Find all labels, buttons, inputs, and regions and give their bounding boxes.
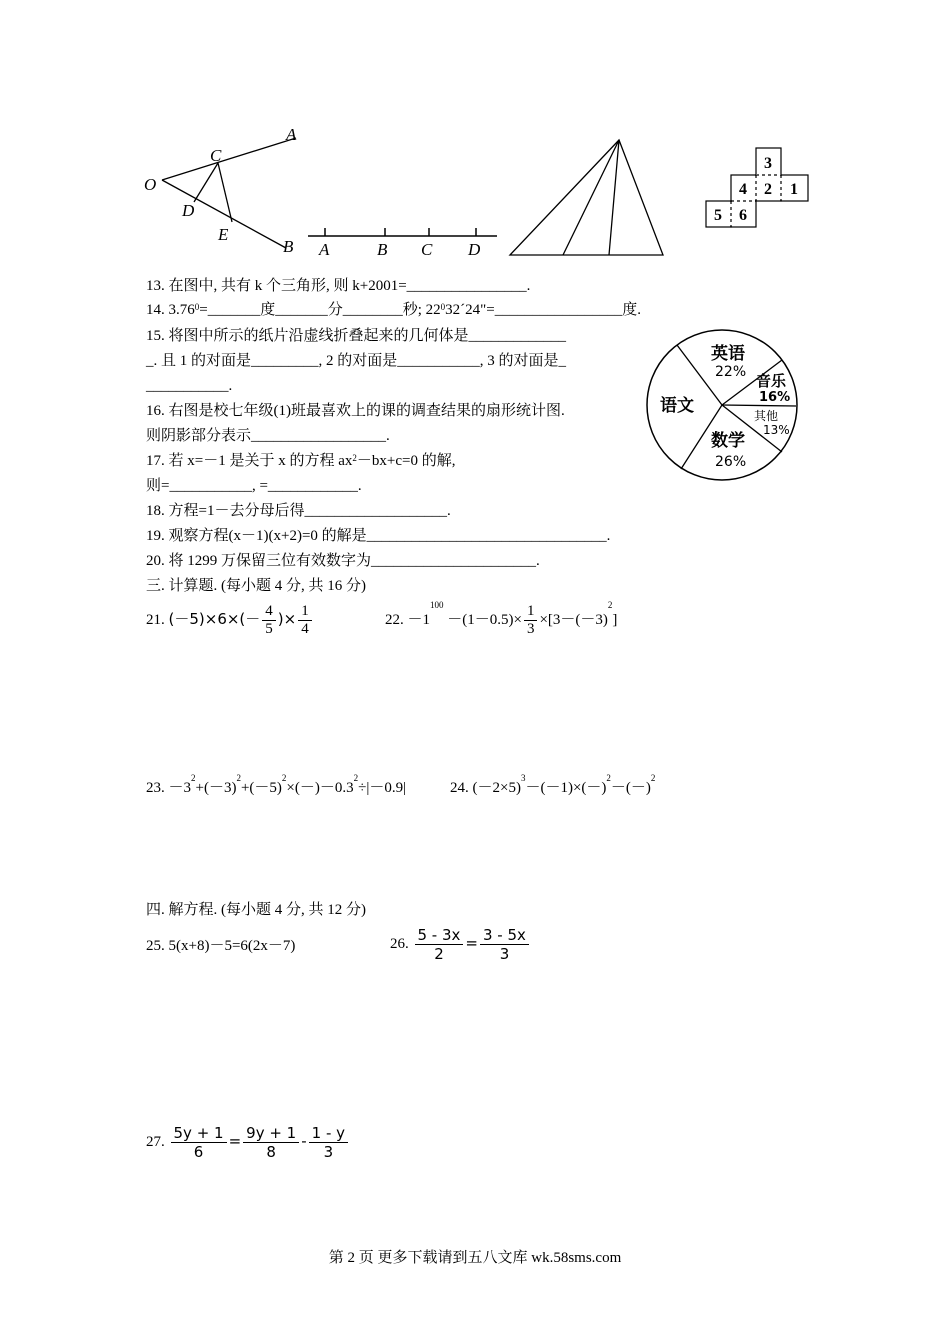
cube-net-figure bbox=[702, 146, 814, 228]
q27-fraction-3: $\frac{1 - y}{3}$ bbox=[309, 1124, 348, 1161]
pie-value-music: 16% bbox=[759, 390, 791, 405]
q22-part3: ] bbox=[612, 611, 618, 628]
question-15-line1: 15. 将图中所示的纸片沿虚线折叠起来的几何体是_____________ bbox=[146, 328, 567, 344]
q22-part2: ×[3－(－3) bbox=[539, 611, 608, 628]
question-18: 18. 方程=1－去分母后得___________________. bbox=[146, 503, 451, 519]
q26-fraction-left: $\frac{5 - 3x}{2}$ bbox=[415, 926, 464, 963]
angle-label-e: E bbox=[218, 225, 229, 244]
net-cell-2: 2 bbox=[764, 181, 772, 198]
pie-label-english: 英语 bbox=[711, 344, 745, 364]
pie-label-chinese: 语文 bbox=[660, 396, 694, 416]
q27-minus: - bbox=[301, 1131, 307, 1150]
q14-part1: 14. 3.76 bbox=[146, 302, 195, 318]
q21-part2: )× bbox=[277, 609, 297, 628]
q22-sup2: 2 bbox=[607, 600, 613, 610]
q17-part1: 17. 若 x=－1 是关于 x 的方程 ax bbox=[146, 453, 353, 469]
pie-value-english: 22% bbox=[715, 364, 747, 380]
question-22 bbox=[385, 600, 618, 638]
question-16-line2: 则阴影部分表示__________________. bbox=[146, 428, 390, 444]
question-23: 23. $-3^2+(-3)^2+(-5)^2\times(-)-0.3^2\div|-0.9|$ bbox=[146, 773, 407, 796]
net-cell-3: 3 bbox=[764, 155, 772, 172]
segment-label-d: D bbox=[468, 240, 481, 259]
q27-equals: = bbox=[228, 1131, 242, 1150]
net-cell-5: 5 bbox=[714, 207, 722, 224]
question-15-line3: ___________. bbox=[146, 378, 233, 394]
triangle-figure bbox=[505, 135, 670, 260]
segment-label-a: A bbox=[319, 240, 330, 259]
net-cell-1: 1 bbox=[790, 181, 798, 198]
q21-part1: (－5)×6×(－ bbox=[168, 609, 261, 628]
section-4-heading: 四. 解方程. (每小题 4 分, 共 12 分) bbox=[146, 902, 366, 918]
question-20: 20. 将 1299 万保留三位有效数字为______________________. bbox=[146, 553, 540, 569]
question-13: 13. 在图中, 共有 k 个三角形, 则 k+2001=________________. bbox=[146, 278, 531, 294]
q22-fraction: $\frac{1}{3}$ bbox=[524, 603, 538, 638]
q26-label: 26. bbox=[390, 935, 409, 952]
angle-label-c: C bbox=[210, 146, 222, 165]
q17-part2: －bx+c=0 的解, bbox=[356, 453, 456, 469]
question-16-line1: 16. 右图是校七年级(1)班最喜欢上的课的调查结果的扇形统计图. bbox=[146, 403, 565, 419]
q22-part1: －(1－0.5)× bbox=[447, 611, 522, 628]
question-21 bbox=[146, 603, 314, 638]
q14-degree-sup: 0 bbox=[194, 302, 200, 312]
segment-figure bbox=[305, 218, 505, 260]
pie-label-other: 其他 bbox=[754, 409, 779, 423]
pie-value-math: 26% bbox=[715, 454, 747, 470]
q14-part3: 32´24"=_________________度. bbox=[445, 302, 641, 318]
page-footer: 第 2 页 更多下载请到五八文库 wk.58sms.com bbox=[328, 1250, 622, 1266]
segment-label-c: C bbox=[421, 240, 433, 259]
question-17-line2: 则=___________, =____________. bbox=[146, 478, 362, 494]
question-27 bbox=[146, 1124, 350, 1161]
q26-equals: = bbox=[465, 933, 478, 952]
question-26 bbox=[390, 926, 531, 963]
question-14 bbox=[146, 300, 641, 320]
q21-fraction-1: $\frac{4}{5}$ bbox=[262, 603, 276, 638]
angle-label-b: B bbox=[283, 237, 294, 256]
angle-label-a: A bbox=[286, 125, 297, 144]
pie-value-other: 13% bbox=[763, 423, 790, 437]
question-19: 19. 观察方程(x－1)(x+2)=0 的解是________________________________. bbox=[146, 528, 611, 544]
net-cell-4: 4 bbox=[739, 181, 747, 198]
question-15-line2: _. 且 1 的对面是_________, 2 的对面是___________, 3 的对面是_ bbox=[146, 353, 567, 369]
q27-fraction-2: $\frac{9y + 1}{8}$ bbox=[243, 1124, 299, 1161]
angle-figure bbox=[140, 120, 310, 260]
q27-fraction-1: $\frac{5y + 1}{6}$ bbox=[171, 1124, 227, 1161]
q14-part2: =_______度_______分________秒; 22 bbox=[199, 302, 441, 318]
question-17-line1 bbox=[146, 451, 455, 471]
q14-degree-sup2: 0 bbox=[440, 302, 446, 312]
net-cell-6: 6 bbox=[739, 207, 747, 224]
question-25: 25. 5(x+8)－5=6(2x－7) bbox=[146, 938, 296, 954]
q21-label: 21. bbox=[146, 611, 165, 628]
question-24: 24. $(-2\times 5)^3-(-1)\times(-)^2-(-)^2$ bbox=[450, 773, 656, 796]
section-3-heading: 三. 计算题. (每小题 4 分, 共 16 分) bbox=[146, 578, 366, 594]
angle-label-o: O bbox=[144, 175, 157, 194]
q26-fraction-right: $\frac{3 - 5x}{3}$ bbox=[480, 926, 529, 963]
pie-chart bbox=[645, 328, 800, 483]
q22-label: 22. －1 bbox=[385, 611, 431, 628]
q22-sup1: 100 bbox=[430, 600, 444, 610]
q17-sup: 2 bbox=[352, 453, 357, 463]
segment-label-b: B bbox=[377, 240, 388, 259]
q27-label: 27. bbox=[146, 1133, 165, 1150]
pie-label-math: 数学 bbox=[711, 431, 745, 451]
q21-fraction-2: $\frac{1}{4}$ bbox=[298, 603, 312, 638]
angle-label-d: D bbox=[182, 201, 195, 220]
pie-label-music: 音乐 bbox=[756, 372, 787, 390]
